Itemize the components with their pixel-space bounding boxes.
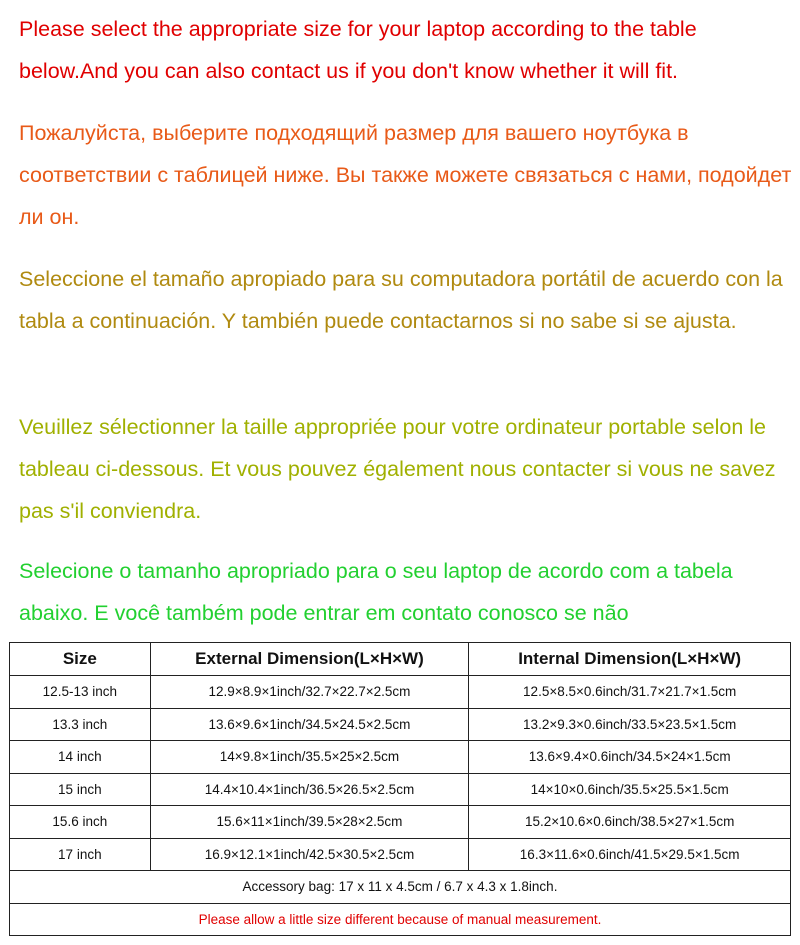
internal-cell: 12.5×8.5×0.6inch/31.7×21.7×1.5cm	[469, 676, 791, 709]
instruction-english: Please select the appropriate size for your laptop according to the table below.And you can also contact us if you don't know whether it will fit.	[19, 17, 697, 83]
table-row	[10, 838, 791, 871]
external-cell: 14×9.8×1inch/35.5×25×2.5cm	[150, 741, 469, 774]
table-row	[10, 676, 791, 709]
table-row	[10, 708, 791, 741]
note-row	[10, 903, 791, 936]
external-cell: 16.9×12.1×1inch/42.5×30.5×2.5cm	[150, 838, 469, 871]
size-cell: 13.3 inch	[10, 708, 151, 741]
external-cell: 12.9×8.9×1inch/32.7×22.7×2.5cm	[150, 676, 469, 709]
size-cell: 15.6 inch	[10, 806, 151, 839]
external-cell: 13.6×9.6×1inch/34.5×24.5×2.5cm	[150, 708, 469, 741]
instruction-russian: Пожалуйста, выберите подходящий размер для вашего ноутбука в соответствии с таблицей ниже. Вы также можете связаться с нами, подойдет ли он.	[19, 121, 792, 229]
internal-cell: 15.2×10.6×0.6inch/38.5×27×1.5cm	[469, 806, 791, 839]
instruction-portuguese-clip	[19, 550, 800, 634]
external-cell: 15.6×11×1inch/39.5×28×2.5cm	[150, 806, 469, 839]
size-cell: 17 inch	[10, 838, 151, 871]
measurement-note: Please allow a little size different because of manual measurement.	[10, 903, 791, 936]
internal-cell: 13.2×9.3×0.6inch/33.5×23.5×1.5cm	[469, 708, 791, 741]
accessory-bag-info: Accessory bag: 17 x 11 x 4.5cm / 6.7 x 4.3 x 1.8inch.	[10, 871, 791, 904]
size-cell: 14 inch	[10, 741, 151, 774]
accessory-row	[10, 871, 791, 904]
header-internal-dimension: Internal Dimension(L×H×W)	[469, 643, 791, 676]
instruction-portuguese: Selecione o tamanho apropriado para o seu laptop de acordo com a tabela abaixo. E você também pode entrar em contato conosco se não	[19, 559, 733, 625]
internal-cell: 16.3×11.6×0.6inch/41.5×29.5×1.5cm	[469, 838, 791, 871]
internal-cell: 14×10×0.6inch/35.5×25.5×1.5cm	[469, 773, 791, 806]
instruction-french: Veuillez sélectionner la taille appropriée pour votre ordinateur portable selon le tableau ci-dessous. Et vous pouvez également nous contacter si vous ne savez pas s'il conviendra.	[19, 415, 776, 523]
header-external-dimension: External Dimension(L×H×W)	[150, 643, 469, 676]
table-row	[10, 741, 791, 774]
size-table	[9, 642, 791, 936]
table-header-row	[10, 643, 791, 676]
table-row	[10, 773, 791, 806]
size-cell: 12.5-13 inch	[10, 676, 151, 709]
size-cell: 15 inch	[10, 773, 151, 806]
header-size: Size	[10, 643, 151, 676]
table-row	[10, 806, 791, 839]
instruction-spanish: Seleccione el tamaño apropiado para su computadora portátil de acuerdo con la tabla a continuación. Y también puede contactarnos si no sabe si se ajusta.	[19, 267, 783, 333]
external-cell: 14.4×10.4×1inch/36.5×26.5×2.5cm	[150, 773, 469, 806]
internal-cell: 13.6×9.4×0.6inch/34.5×24×1.5cm	[469, 741, 791, 774]
